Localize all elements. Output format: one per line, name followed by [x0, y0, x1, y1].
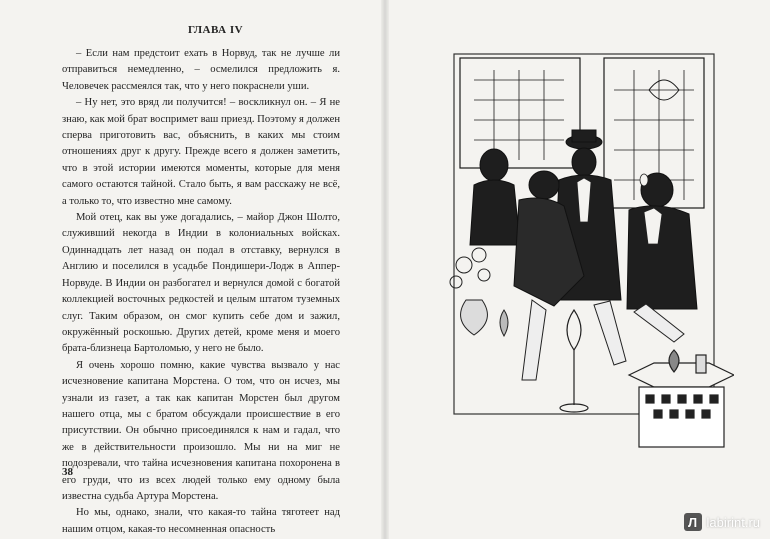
body-text	[62, 46, 340, 538]
right-page	[389, 0, 770, 539]
paragraph: Я очень хорошо помню, какие чувства вызвало у нас исчезновение капитана Морстена. О том, что он исчез, мы узнали из газет, а так как капитан Морстен был другом нашего отца, мы с братом обсуждали происшествие в его присутствии. Он обычно присоединялся к нам и гадал, что же в действительности произошло. Мы ни на миг не подозревали, что тайна исчезновения капитана похоронена в его груди, что из всех людей только ему одному была известна судьба Артура Морстена.	[62, 359, 340, 502]
paragraph: Мой отец, как вы уже догадались, – майор Джон Шолто, служивший некогда в Индии в колониальных войсках. Одиннадцать лет назад он подал в отставку, вернулся в Англию и поселился в усадьбе Пондишери-Лодж в Аппер-Норвуде. В Индии он разбогател и вернулся домой с богатой коллекцией восточных редкостей и целым штатом туземных слуг. Таким образом, он смог купить себе дом и зажил, окружённый роскошью. Других детей, кроме меня и моего брата-близнеца Бартоломью, у него не было.	[62, 212, 340, 355]
book-gutter	[381, 0, 389, 539]
chapter-title: ГЛАВА IV	[188, 24, 244, 36]
watermark-text: labirint.ru	[706, 514, 760, 530]
page-number: 38	[62, 466, 73, 478]
watermark	[684, 513, 760, 531]
paragraph: – Если нам предстоит ехать в Норвуд, так не лучше ли отправиться немедленно, – осмелился предложить я. Человечек рассмеялся так, что у него покраснели уши.	[62, 48, 340, 92]
paragraph: Но мы, однако, знали, что какая-то тайна тяготеет над нашим отцом, какая-то несомненная опасность	[62, 507, 340, 535]
paragraph: – Ну нет, это вряд ли получится! – воскликнул он. – Я не знаю, как мой брат воспримет ваш приезд. Поэтому я должен сперва приготовить вас, объяснить, в каких мы стоим отношениях друг к другу. Прежде всего я должен заметить, что в этой истории имеются моменты, которые для меня самого остаются тайной. Стало быть, я вам расскажу не всё, а только то, что известно мне самому.	[62, 97, 340, 207]
illustration	[434, 50, 734, 462]
labirint-logo-icon: Л	[684, 513, 702, 531]
left-page	[0, 0, 384, 539]
